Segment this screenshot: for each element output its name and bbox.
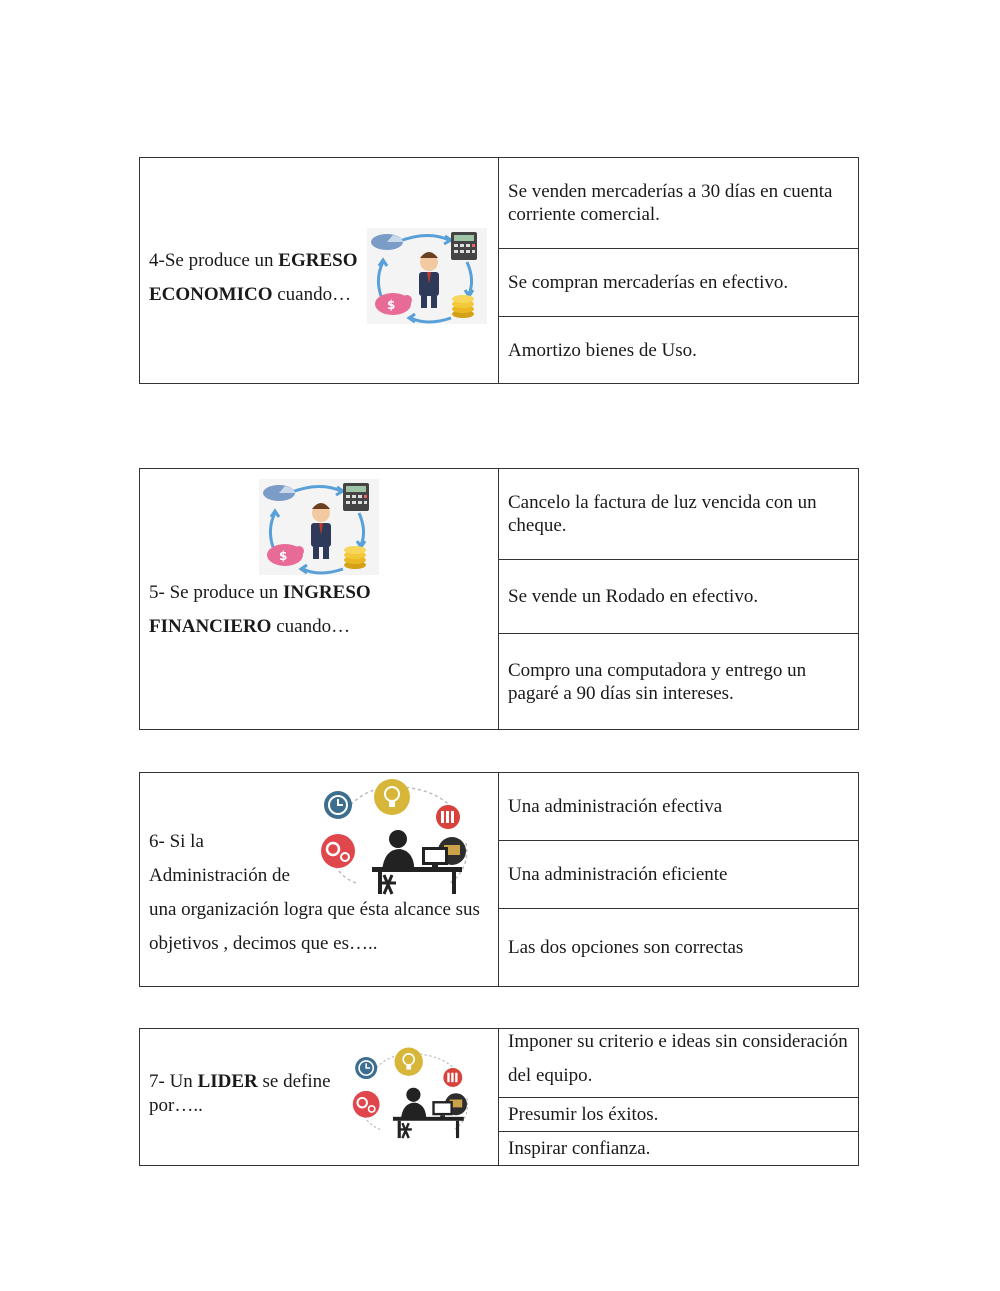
answer-option[interactable] (499, 634, 858, 729)
answer-option[interactable] (499, 560, 858, 634)
question-7-prompt (140, 1029, 499, 1165)
question-4-options (499, 158, 858, 383)
question-keyword: LIDER (197, 1071, 258, 1092)
answer-option[interactable] (499, 469, 858, 560)
answer-option-label: Presumir los éxitos. (508, 1104, 659, 1125)
question-4-prompt (140, 158, 499, 383)
question-4-text (149, 244, 357, 312)
question-5-text (149, 576, 371, 644)
question-text-suffix: se define (257, 1071, 331, 1092)
question-text-line: objetivos , decimos que es….. (149, 933, 378, 954)
answer-option-label: Amortizo bienes de Uso. (508, 339, 697, 361)
answer-option[interactable] (499, 317, 858, 383)
question-keyword: ECONOMICO (149, 284, 273, 305)
answer-option-label: Se venden mercaderías a 30 días en cuenta corriente comercial. (508, 181, 833, 225)
answer-option[interactable] (499, 841, 858, 909)
answer-option[interactable] (499, 249, 858, 317)
question-text-suffix: cuando… (271, 616, 351, 637)
answer-option[interactable] (499, 1132, 858, 1165)
answer-option[interactable] (499, 158, 858, 249)
question-text-prefix: 5- Se produce un (149, 582, 284, 603)
answer-option-label: Se compran mercaderías en efectivo. (508, 272, 789, 293)
answer-option[interactable] (499, 1029, 858, 1098)
answer-option-label: Compro una computadora y entrego un pagaré a 90 días sin intereses. (508, 659, 807, 704)
question-7-text (149, 1070, 331, 1118)
question-5-prompt (140, 469, 499, 729)
answer-option[interactable] (499, 909, 858, 986)
answer-option-label: Inspirar confianza. (508, 1138, 651, 1159)
question-7-table (139, 1028, 859, 1166)
answer-option[interactable] (499, 1098, 858, 1132)
question-keyword: EGRESO (278, 250, 358, 271)
question-text-line: Administración de (149, 865, 290, 886)
question-4-table (139, 157, 859, 384)
question-6-text (149, 825, 480, 961)
question-text-prefix: 7- Un (149, 1071, 198, 1092)
answer-option-label: Una administración efectiva (508, 796, 723, 817)
question-keyword: FINANCIERO (149, 616, 272, 637)
answer-option-label: Se vende un Rodado en efectivo. (508, 586, 759, 607)
answer-option-label: Las dos opciones son correctas (508, 937, 744, 958)
finance-cycle-illustration (367, 228, 487, 324)
question-text-line: por….. (149, 1095, 203, 1116)
answer-option[interactable] (499, 773, 858, 841)
question-6-prompt (140, 773, 499, 986)
question-keyword: INGRESO (283, 582, 371, 603)
question-text-line: una organización logra que ésta alcance sus (149, 899, 480, 920)
answer-option-label: Cancelo la factura de luz vencida con un cheque. (508, 492, 817, 536)
answer-option-label: Imponer su criterio e ideas sin consideración del equipo. (508, 1031, 848, 1086)
question-5-options (499, 469, 858, 729)
finance-cycle-illustration (259, 479, 379, 575)
management-icons-illustration (352, 1046, 478, 1142)
question-6-options (499, 773, 858, 986)
question-7-options (499, 1029, 858, 1165)
question-text-suffix: cuando… (272, 284, 352, 305)
answer-option-label: Una administración eficiente (508, 864, 728, 885)
question-text-line: 6- Si la (149, 831, 204, 852)
question-5-table (139, 468, 859, 730)
question-6-table (139, 772, 859, 987)
question-text-prefix: 4-Se produce un (149, 250, 279, 271)
